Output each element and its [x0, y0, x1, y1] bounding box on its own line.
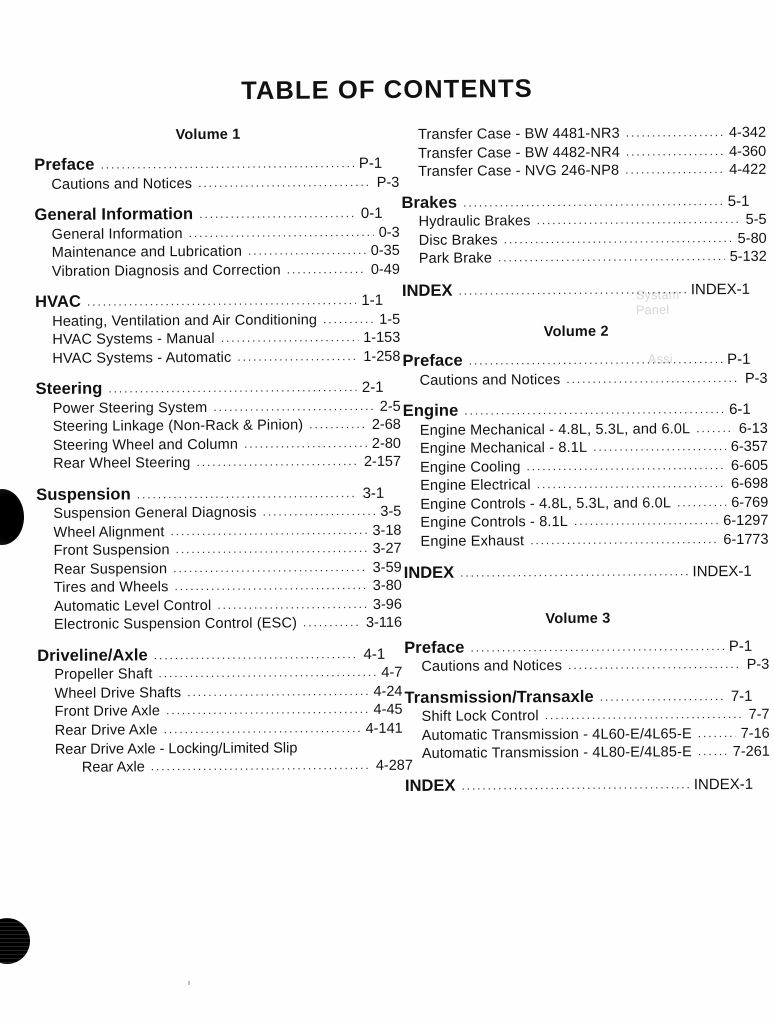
- dot-leader: [303, 616, 361, 628]
- toc-entry-page-number: 4-422: [729, 161, 767, 178]
- dot-leader: [101, 157, 354, 171]
- dot-leader: [154, 648, 359, 661]
- toc-entry-page-number: P-1: [728, 637, 753, 655]
- toc-entry-sub[interactable]: [35, 349, 400, 370]
- toc-entry-label: Engine Controls - 4.8L, 5.3L, and 6.0L: [420, 494, 672, 513]
- dot-leader: [677, 496, 726, 508]
- toc-entry-sub[interactable]: [36, 505, 401, 526]
- toc-entry-sub[interactable]: [403, 514, 768, 535]
- toc-entry-label: Cautions and Notices: [419, 371, 561, 389]
- toc-entry-label: Shift Lock Control: [421, 708, 539, 725]
- toc-entry-page-number: 4-141: [365, 720, 403, 737]
- dot-leader: [87, 294, 356, 308]
- toc-entry-section[interactable]: [37, 645, 385, 668]
- toc-entry-sub[interactable]: [37, 684, 402, 705]
- toc-entry-label: Preface: [404, 638, 465, 657]
- toc-entry-label: HVAC Systems - Automatic: [52, 349, 232, 367]
- dot-leader: [593, 440, 726, 453]
- toc-entry-page-number: 2-1: [361, 378, 384, 397]
- toc-entry-sub[interactable]: [37, 542, 402, 563]
- toc-entry-row: [55, 759, 413, 780]
- toc-entry-sub[interactable]: [35, 262, 400, 283]
- dot-leader: [237, 350, 358, 363]
- toc-entry-sub[interactable]: [403, 458, 768, 479]
- dot-leader: [696, 421, 734, 433]
- dot-leader: [464, 403, 724, 417]
- toc-entry-label: Cautions and Notices: [421, 658, 563, 675]
- binder-hole-artifact-bottom: [0, 918, 30, 964]
- toc-entry-label: Preface: [34, 155, 95, 174]
- ghost-text-artifact: Assi: [647, 351, 673, 367]
- toc-entry-page-number: 3-59: [372, 559, 402, 576]
- toc-entry-label: Rear Suspension: [53, 560, 168, 578]
- toc-entry-index[interactable]: [405, 775, 753, 798]
- toc-entry-sub[interactable]: [38, 721, 403, 742]
- binder-hole-artifact-top: [0, 489, 24, 545]
- toc-entry-page-number: 6-357: [730, 438, 769, 455]
- toc-entry-page-number: 2-68: [371, 416, 401, 433]
- toc-entry-label: Steering: [35, 379, 103, 398]
- toc-entry-page-number: INDEX-1: [692, 562, 752, 581]
- toc-entry-page-number: 0-35: [370, 242, 400, 259]
- toc-entry-sub[interactable]: [403, 495, 768, 516]
- toc-entry-sub[interactable]: [35, 331, 400, 352]
- toc-entry-label: Electronic Suspension Control (ESC): [53, 615, 298, 633]
- toc-entry-page-number: P-1: [358, 154, 383, 173]
- toc-entry-page-number: 3-116: [365, 614, 403, 631]
- toc-entry-page-number: 2-80: [371, 435, 401, 452]
- toc-entry-label: Engine Electrical: [420, 477, 531, 494]
- ghost-text-artifact: Panel: [635, 302, 670, 318]
- toc-entry-page-number: 4-45: [373, 701, 403, 718]
- volume-heading-1: Volume 1: [175, 126, 241, 144]
- toc-entry-page-number: 5-5: [745, 211, 767, 228]
- toc-entry-sub[interactable]: [401, 126, 766, 147]
- toc-entry-section[interactable]: [36, 484, 384, 507]
- toc-entry-page-number: 1-153: [363, 329, 401, 346]
- toc-entry-sub[interactable]: [37, 666, 402, 687]
- dot-leader: [504, 231, 733, 244]
- toc-entry-label: Disc Brakes: [418, 231, 498, 249]
- toc-entry-page-number: 4-1: [363, 645, 386, 663]
- dot-leader: [221, 331, 359, 344]
- toc-entry-page-number: 1-1: [361, 291, 384, 310]
- toc-entry-label: Maintenance and Lubrication: [51, 243, 243, 261]
- toc-entry-page-number: 3-5: [380, 503, 402, 520]
- toc-entry-label: Wheel Alignment: [53, 523, 165, 541]
- toc-entry-page-number: P-3: [744, 370, 768, 387]
- toc-entry-label: Rear Wheel Steering: [53, 455, 191, 472]
- toc-entry-label: Rear Axle: [81, 759, 145, 776]
- page-title: TABLE OF CONTENTS: [241, 74, 533, 106]
- toc-entry-page-number: 4-287: [375, 757, 413, 774]
- toc-entry-label: Steering Linkage (Non-Rack & Pinion): [52, 417, 304, 435]
- toc-column-right: [401, 124, 770, 798]
- dot-leader: [470, 640, 723, 654]
- dot-leader: [463, 195, 723, 209]
- toc-entry-page-number: 0-49: [370, 261, 400, 278]
- toc-entry-label: Cautions and Notices: [51, 175, 193, 193]
- toc-entry-page-number: 1-5: [379, 311, 401, 328]
- toc-entry-sub[interactable]: [402, 371, 767, 392]
- dot-leader: [600, 690, 726, 703]
- toc-entry-sub[interactable]: [36, 455, 401, 476]
- dot-leader: [263, 505, 376, 518]
- toc-entry-page-number: 6-1297: [723, 512, 769, 530]
- dot-leader: [170, 523, 367, 536]
- dot-leader: [626, 145, 724, 158]
- toc-entry-page-number: 6-605: [730, 457, 769, 474]
- toc-entry-label: Engine Cooling: [420, 458, 521, 476]
- toc-entry-label: HVAC: [35, 292, 82, 311]
- toc-entry-sub[interactable]: [37, 579, 402, 600]
- toc-entry-page-number: 1-258: [363, 348, 401, 365]
- dot-leader: [213, 399, 374, 412]
- toc-entry-label: Suspension General Diagnosis: [53, 504, 257, 522]
- dot-leader: [151, 759, 371, 772]
- toc-entry-label: Brakes: [401, 193, 458, 212]
- toc-entry-label: Transfer Case - BW 4481-NR3: [417, 125, 620, 143]
- toc-entry-sub[interactable]: [35, 312, 400, 333]
- toc-entry-sub[interactable]: [402, 250, 767, 271]
- toc-entry-label: Automatic Level Control: [53, 597, 212, 615]
- toc-entry-sub[interactable]: [404, 658, 769, 679]
- toc-entry-page-number: 3-27: [372, 540, 402, 557]
- dot-leader: [217, 597, 368, 610]
- toc-entry-wrapped[interactable]: [38, 740, 413, 780]
- toc-entry-label: Heating, Ventilation and Air Conditioning: [52, 311, 318, 330]
- toc-entry-page-number: 4-342: [728, 124, 767, 141]
- toc-entry-label: Engine Mechanical - 4.8L, 5.3L, and 6.0L: [419, 420, 691, 439]
- toc-entry-page-number: 3-1: [362, 484, 385, 502]
- dot-leader: [173, 560, 368, 573]
- toc-entry-label: General Information: [51, 225, 183, 243]
- dot-leader: [166, 703, 368, 716]
- toc-entry-page-number: INDEX-1: [693, 775, 754, 793]
- dot-leader: [287, 262, 366, 274]
- toc-entry-section[interactable]: [402, 351, 750, 374]
- dot-leader: [198, 175, 372, 188]
- toc-entry-list-volume3: [404, 637, 770, 798]
- toc-entry-page-number: 4-7: [381, 664, 403, 681]
- scan-speck-artifact: [188, 981, 190, 985]
- dot-leader: [158, 666, 376, 679]
- dot-leader: [187, 684, 368, 697]
- toc-entry-sub[interactable]: [38, 703, 403, 724]
- dot-leader: [174, 579, 367, 592]
- toc-entry-page-number: 7-7: [748, 706, 770, 723]
- toc-entry-label: Automatic Transmission - 4L60-E/4L65-E: [421, 725, 692, 744]
- toc-entry-page-number: P-1: [727, 350, 751, 369]
- dot-leader: [458, 283, 685, 296]
- toc-entry-page-number: 5-132: [729, 248, 767, 265]
- toc-entry-sub[interactable]: [35, 244, 400, 265]
- toc-entry-list-volume2: [402, 350, 769, 586]
- toc-entry-sub[interactable]: [402, 213, 767, 234]
- toc-entry-label: Driveline/Axle: [37, 645, 148, 665]
- toc-entry-label: Transfer Case - NVG 246-NP8: [418, 162, 620, 180]
- toc-entry-label: Transfer Case - BW 4482-NR4: [418, 144, 620, 162]
- toc-entry-page-number: 4-360: [729, 143, 767, 160]
- toc-entry-label: INDEX: [404, 776, 456, 795]
- toc-entry-page-number: 7-1: [730, 687, 753, 705]
- toc-entry-sub[interactable]: [35, 225, 400, 246]
- toc-entry-label: Front Drive Axle: [54, 703, 161, 720]
- toc-entry-page-number: 3-80: [372, 577, 402, 594]
- toc-entry-label: Automatic Transmission - 4L80-E/4L85-E: [421, 744, 692, 762]
- toc-entry-page-number: 4-24: [373, 683, 403, 700]
- toc-entry-page-number: 7-16: [740, 725, 770, 742]
- toc-entry-page-number: 0-1: [360, 204, 383, 223]
- dot-leader: [566, 371, 740, 384]
- toc-entry-sub[interactable]: [34, 175, 399, 196]
- toc-entry-sub[interactable]: [36, 418, 401, 439]
- dot-leader: [530, 533, 718, 546]
- toc-entry-label: INDEX: [401, 281, 453, 300]
- toc-entry-sub[interactable]: [403, 477, 768, 498]
- toc-entry-label: Tires and Wheels: [53, 579, 169, 596]
- dot-leader: [196, 455, 359, 468]
- dot-leader: [698, 726, 736, 738]
- toc-entry-index[interactable]: [402, 280, 750, 303]
- toc-entry-page-number: 2-157: [363, 453, 402, 470]
- toc-entry-sub[interactable]: [401, 144, 766, 165]
- toc-entry-label: Engine Mechanical - 8.1L: [419, 439, 588, 457]
- toc-entry-page-number: 0-3: [378, 224, 400, 241]
- dot-leader: [545, 708, 744, 721]
- toc-entry-sub[interactable]: [37, 560, 402, 581]
- dot-leader: [537, 477, 726, 490]
- toc-entry-page-number: 6-1773: [723, 531, 769, 548]
- toc-entry-label: HVAC Systems - Manual: [52, 330, 215, 348]
- toc-entry-page-number: 5-1: [727, 192, 750, 210]
- toc-entry-sub[interactable]: [36, 436, 401, 457]
- toc-entry-page-number: INDEX-1: [690, 280, 751, 298]
- dot-leader: [108, 381, 357, 395]
- volume-heading-3: Volume 3: [545, 610, 611, 627]
- toc-entry-sub[interactable]: [401, 163, 766, 184]
- dot-leader: [626, 126, 724, 139]
- toc-entry-label: Propeller Shaft: [54, 666, 153, 683]
- toc-entry-section[interactable]: [404, 637, 752, 660]
- toc-entry-page-number: 3-96: [372, 596, 402, 613]
- dot-leader: [625, 163, 724, 176]
- toc-entry-page-number: 6-1: [728, 400, 751, 419]
- toc-entry-section[interactable]: [34, 205, 382, 228]
- toc-entry-sub[interactable]: [403, 440, 768, 461]
- toc-entry-label: Front Suspension: [53, 542, 170, 559]
- toc-entry-label: Power Steering System: [52, 399, 208, 417]
- toc-entry-list-left: [34, 154, 413, 780]
- dot-leader: [574, 514, 718, 527]
- volume-heading-2: Volume 2: [543, 323, 609, 341]
- dot-leader: [461, 778, 688, 791]
- toc-entry-index[interactable]: [404, 563, 752, 586]
- toc-entry-label: General Information: [34, 205, 194, 224]
- toc-entry-label: Steering Wheel and Column: [52, 436, 239, 454]
- toc-entry-page-number: P-3: [746, 656, 770, 673]
- toc-entry-page-number: 3-18: [372, 522, 402, 539]
- toc-entry-label: Engine Exhaust: [420, 532, 525, 550]
- toc-entry-label: Wheel Drive Shafts: [54, 684, 182, 702]
- toc-entry-section[interactable]: [404, 687, 752, 710]
- toc-entry-label: Vibration Diagnosis and Correction: [51, 261, 281, 280]
- toc-entry-sub[interactable]: [402, 231, 767, 252]
- toc-entry-page-number: P-3: [376, 174, 400, 191]
- toc-entry-section[interactable]: [403, 401, 751, 424]
- dot-leader: [537, 213, 741, 226]
- toc-entry-label: Rear Drive Axle: [54, 721, 158, 739]
- dot-leader: [309, 418, 367, 430]
- dot-leader: [248, 244, 366, 257]
- toc-entry-sub[interactable]: [36, 523, 401, 544]
- ghost-text-artifact: Systam: [635, 287, 680, 303]
- toc-entry-sub[interactable]: [405, 708, 770, 729]
- toc-entry-page-number: 6-769: [731, 494, 769, 511]
- toc-entry-label: Hydraulic Brakes: [418, 213, 531, 230]
- dot-leader: [498, 250, 725, 263]
- toc-entry-label: INDEX: [403, 563, 455, 582]
- toc-entry-section[interactable]: [35, 292, 383, 315]
- toc-entry-label: Engine: [402, 401, 459, 420]
- dot-leader: [698, 745, 728, 757]
- toc-entry-page-number: 5-80: [737, 230, 767, 247]
- dot-leader: [469, 353, 722, 367]
- toc-entry-label: Preface: [402, 351, 463, 370]
- dot-leader: [176, 542, 368, 555]
- dot-leader: [460, 565, 687, 578]
- dot-leader: [323, 312, 374, 324]
- toc-entry-section[interactable]: [401, 192, 749, 215]
- toc-entry-label: Suspension: [36, 484, 131, 504]
- toc-entry-page-number: 7-261: [732, 743, 770, 760]
- toc-entry-label: Transmission/Transaxle: [404, 687, 594, 707]
- dot-leader: [568, 658, 742, 671]
- toc-entry-page-number: 6-698: [731, 475, 769, 492]
- toc-entry-label: Rear Drive Axle - Locking/Limited Slip: [54, 740, 298, 758]
- toc-column-left: [34, 126, 413, 780]
- dot-leader: [526, 459, 726, 472]
- toc-entry-sub[interactable]: [403, 532, 768, 553]
- toc-entry-page-number: 2-5: [379, 398, 401, 415]
- dot-leader: [164, 722, 361, 735]
- toc-entry-label: Engine Controls - 8.1L: [420, 513, 569, 531]
- toc-entry-list-continued: [401, 124, 767, 303]
- toc-entry-sub[interactable]: [405, 745, 770, 766]
- dot-leader: [244, 436, 367, 449]
- toc-entry-label: Park Brake: [418, 250, 493, 267]
- dot-leader: [199, 207, 356, 220]
- dot-leader: [137, 487, 358, 500]
- toc-entry-section[interactable]: [36, 379, 384, 402]
- toc-entry-page-number: 6-13: [738, 420, 768, 437]
- toc-entry-section[interactable]: [34, 155, 382, 178]
- dot-leader: [189, 225, 374, 238]
- toc-entry-sub[interactable]: [37, 616, 402, 637]
